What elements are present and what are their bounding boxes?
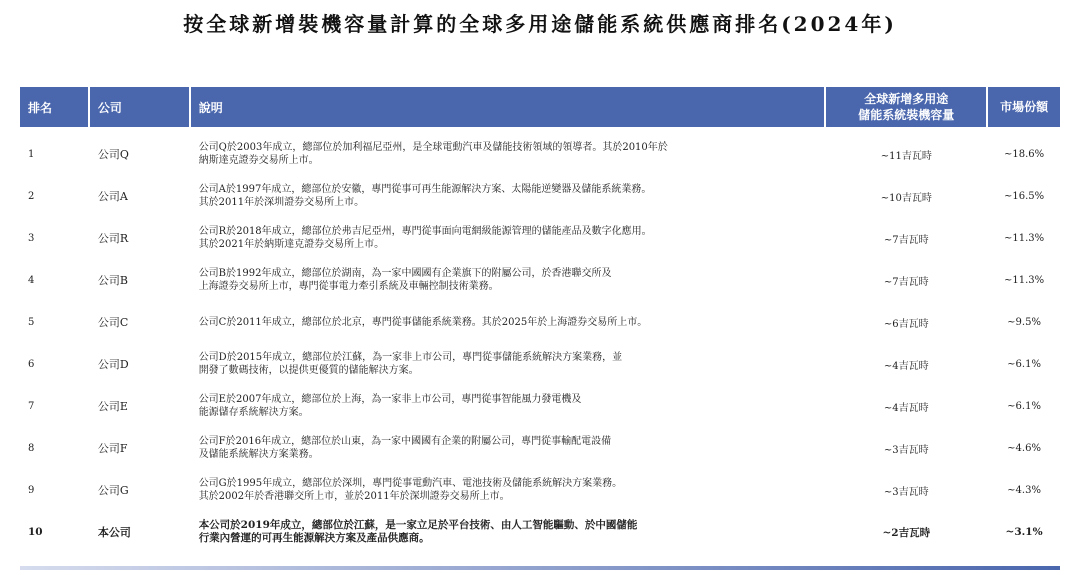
capacity-cell: ~6吉瓦時 — [883, 318, 929, 330]
company-cell: 公司C — [97, 316, 129, 329]
description-cell: 公司D於2015年成立，總部位於江蘇，為一家非上市公司，專門從事儲能系統解決方案業務，並 開發了數碼技術，以提供更優質的儲能解決方案。 — [198, 352, 623, 376]
table-row — [20, 385, 1060, 427]
rank-cell: 6 — [28, 358, 35, 370]
description-cell: 公司E於2007年成立，總部位於上海，為一家非上市公司，專門從事智能風力發電機及 能源儲存系統解決方案。 — [198, 394, 582, 418]
table-body — [20, 133, 1060, 553]
capacity-cell: ~2吉瓦時 — [882, 526, 931, 539]
rank-cell: 5 — [28, 316, 35, 328]
share-cell: ~4.6% — [1007, 442, 1041, 454]
share-cell: ~9.5% — [1007, 316, 1041, 328]
table-row — [20, 427, 1060, 469]
rank-cell: 8 — [28, 442, 35, 454]
company-cell: 公司E — [97, 400, 128, 413]
page-title: 按全球新增裝機容量計算的全球多用途儲能系統供應商排名(2024年) — [183, 12, 897, 36]
capacity-cell: ~7吉瓦時 — [883, 276, 929, 288]
table-row-highlight — [20, 511, 1060, 553]
rank-cell: 1 — [28, 148, 35, 160]
description-cell: 公司Q於2003年成立，總部位於加利福尼亞州，是全球電動汽車及儲能技術領域的領導者。其於2010年於 納斯達克證券交易所上市。 — [198, 142, 668, 166]
capacity-cell: ~4吉瓦時 — [883, 360, 929, 372]
table-header — [20, 87, 1060, 127]
rank-cell: 10 — [28, 526, 43, 538]
rank-cell: 7 — [28, 400, 35, 412]
description-cell: 公司R於2018年成立，總部位於弗吉尼亞州，專門從事面向電網級能源管理的儲能產品及數字化應用。 其於2021年於納斯達克證券交易所上市。 — [198, 226, 652, 250]
share-cell: ~16.5% — [1003, 190, 1045, 202]
capacity-cell: ~4吉瓦時 — [883, 402, 929, 414]
table-row — [20, 469, 1060, 511]
rank-cell: 3 — [28, 232, 35, 244]
company-cell: 公司D — [97, 358, 129, 371]
company-cell: 公司Q — [97, 148, 129, 161]
table-row — [20, 343, 1060, 385]
share-cell: ~11.3% — [1003, 232, 1045, 244]
capacity-cell: ~11吉瓦時 — [880, 150, 932, 162]
share-cell: ~6.1% — [1007, 400, 1041, 412]
ranking-table — [20, 87, 1060, 553]
rank-cell: 4 — [28, 274, 35, 286]
rank-cell: 9 — [28, 484, 35, 496]
company-cell: 本公司 — [97, 526, 131, 539]
capacity-cell: ~10吉瓦時 — [880, 192, 932, 204]
header-company: 公司 — [90, 87, 189, 127]
header-capacity — [826, 87, 986, 127]
header-description: 說明 — [191, 87, 825, 127]
share-cell: ~11.3% — [1003, 274, 1045, 286]
company-cell: 公司G — [97, 484, 129, 497]
table-row — [20, 301, 1060, 343]
description-cell: 公司F於2016年成立，總部位於山東，為一家中國國有企業的附屬公司，專門從事輸配電設備 及儲能系統解決方案業務。 — [198, 436, 612, 460]
company-cell: 公司F — [97, 442, 128, 455]
bottom-divider — [20, 566, 1060, 570]
table-row — [20, 133, 1060, 175]
share-cell: ~3.1% — [1005, 526, 1043, 538]
table-row — [20, 217, 1060, 259]
company-cell: 公司B — [97, 274, 128, 287]
description-cell: 公司C於2011年成立，總部位於北京，專門從事儲能系統業務。其於2025年於上海證券交易所上市。 — [198, 316, 648, 328]
description-cell: 本公司於2019年成立，總部位於江蘇，是一家立足於平台技術、由人工智能驅動、於中國儲能 行業內營運的可再生能源解決方案及產品供應商。 — [198, 519, 638, 544]
description-cell: 公司G於1995年成立，總部位於深圳，專門從事電動汽車、電池技術及儲能系統解決方案業務。 其於2002年於香港聯交所上市，並於2011年於深圳證券交易所上市。 — [198, 478, 623, 502]
header-share: 市場份額 — [988, 87, 1060, 127]
header-rank: 排名 — [20, 87, 88, 127]
rank-cell: 2 — [28, 190, 35, 202]
company-cell: 公司R — [97, 232, 129, 245]
capacity-cell: ~3吉瓦時 — [883, 486, 929, 498]
capacity-cell: ~3吉瓦時 — [883, 444, 929, 456]
description-cell: 公司B於1992年成立，總部位於湖南，為一家中國國有企業旗下的附屬公司，於香港聯交所及 上海證券交易所上市，專門從事電力牽引系統及車輛控制技術業務。 — [198, 268, 612, 292]
share-cell: ~6.1% — [1007, 358, 1041, 370]
description-cell: 公司A於1997年成立，總部位於安徽，專門從事可再生能源解決方案、太陽能逆變器及儲能系統業務。 其於2011年於深圳證券交易所上市。 — [198, 184, 652, 208]
capacity-cell: ~7吉瓦時 — [883, 234, 929, 246]
share-cell: ~18.6% — [1003, 148, 1045, 160]
table-row — [20, 175, 1060, 217]
company-cell: 公司A — [97, 190, 128, 203]
header-capacity-label: 全球新增多用途 儲能系統裝機容量 — [858, 92, 955, 122]
table-row — [20, 259, 1060, 301]
share-cell: ~4.3% — [1007, 484, 1041, 496]
